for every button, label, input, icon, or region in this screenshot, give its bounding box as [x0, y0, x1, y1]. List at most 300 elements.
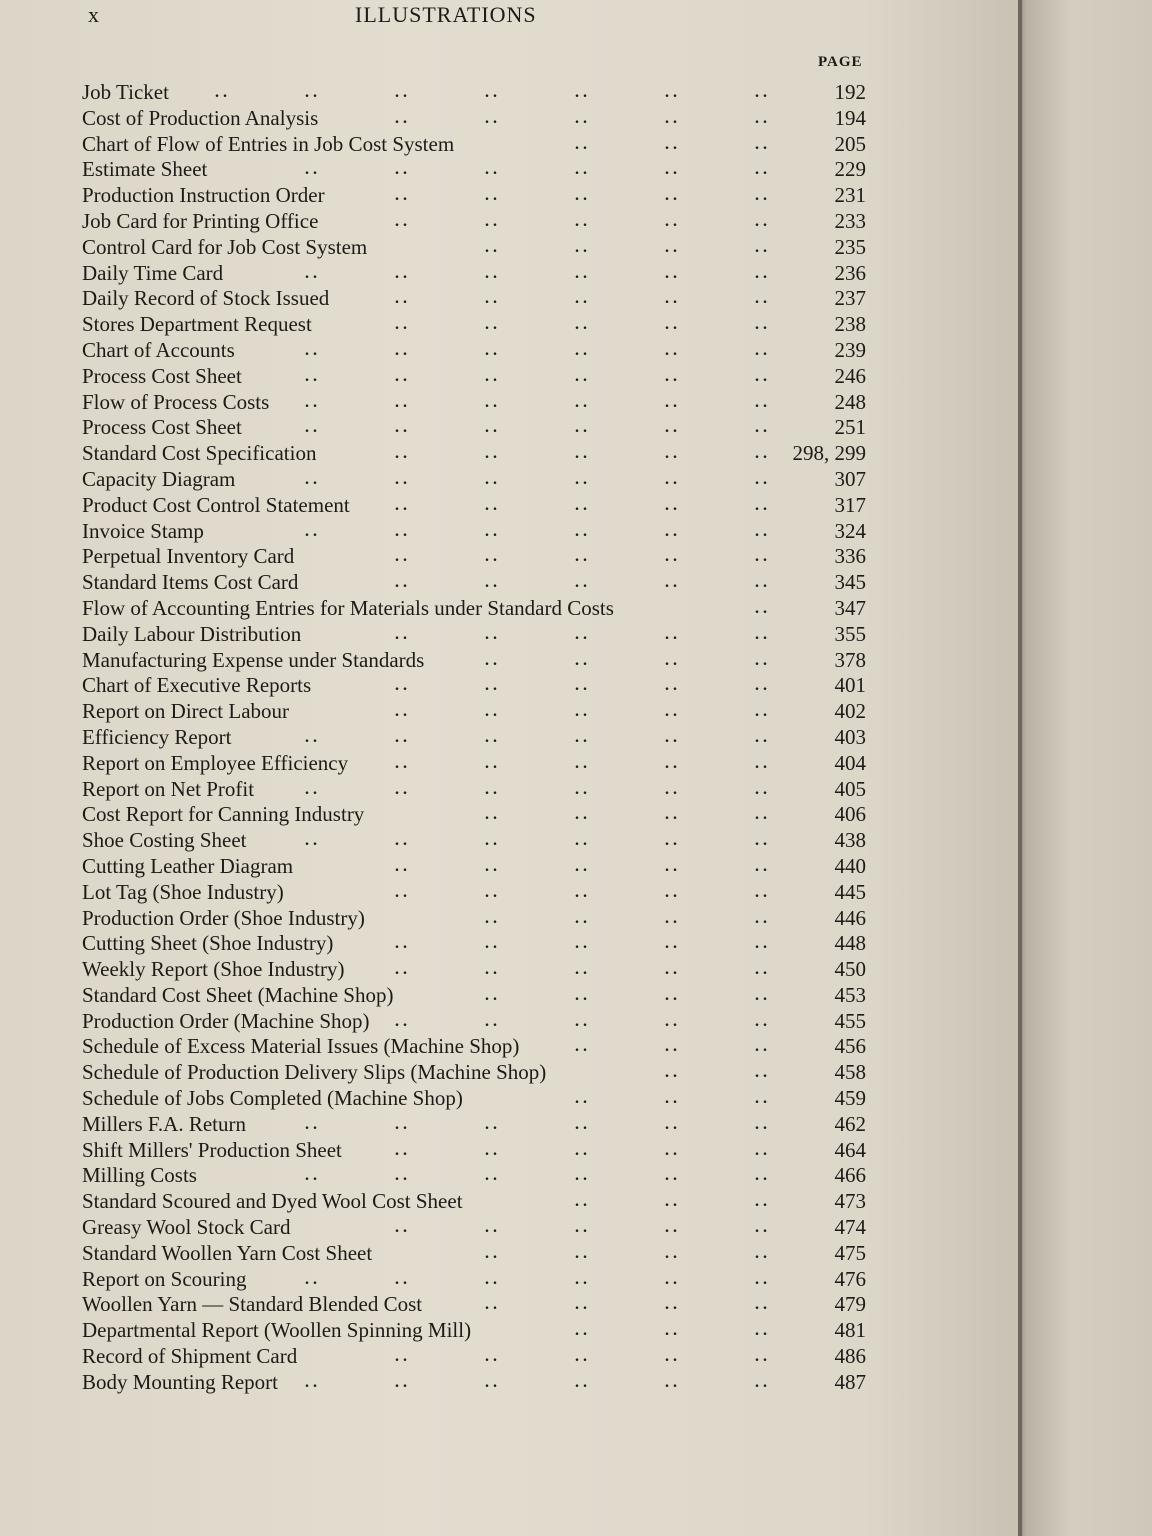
leader-dots: . . — [485, 935, 497, 953]
leader-dots: . . — [755, 264, 767, 282]
list-item — [0, 1344, 1018, 1370]
entry-page-number: 448 — [834, 931, 866, 956]
entry-page-number: 455 — [834, 1008, 866, 1033]
entry-title: Production Order (Machine Shop) — [82, 1008, 370, 1033]
leader-dots: . . — [665, 857, 677, 875]
entry-title: Weekly Report (Shoe Industry) — [82, 957, 345, 982]
leader-dots: . . — [665, 161, 677, 179]
list-item — [0, 286, 1018, 312]
leader-dots: . . — [305, 470, 317, 488]
leader-dots: . . — [575, 651, 587, 669]
entry-title: Production Order (Shoe Industry) — [82, 905, 365, 930]
leader-dots: . . — [665, 496, 677, 514]
leader-dots: . . — [755, 883, 767, 901]
list-item — [0, 725, 1018, 751]
leader-dots: . . — [755, 109, 767, 127]
list-item — [0, 132, 1018, 158]
leader-dots: . . — [575, 1244, 587, 1262]
entry-title: Estimate Sheet — [82, 157, 208, 182]
entry-page-number: 236 — [834, 260, 866, 285]
entry-page-number: 237 — [834, 286, 866, 311]
entry-page-number: 402 — [834, 699, 866, 724]
list-item — [0, 828, 1018, 854]
leader-dots: . . — [665, 522, 677, 540]
leader-dots: . . — [485, 109, 497, 127]
leader-dots: . . — [665, 367, 677, 385]
leader-dots: . . — [305, 728, 317, 746]
leader-dots: . . — [755, 1090, 767, 1108]
entry-title: Report on Net Profit — [82, 776, 255, 801]
leader-dots: . . — [755, 780, 767, 798]
leader-dots: . . — [485, 1373, 497, 1391]
leader-dots: . . — [395, 625, 407, 643]
entry-page-number: 475 — [834, 1240, 866, 1265]
leader-dots: . . — [485, 264, 497, 282]
leader-dots: . . — [755, 1038, 767, 1056]
entry-title: Capacity Diagram — [82, 466, 236, 491]
leader-dots: . . — [395, 212, 407, 230]
leader-dots: . . — [395, 1348, 407, 1366]
leader-dots: . . — [575, 393, 587, 411]
entry-page-number: 479 — [834, 1292, 866, 1317]
entry-page-number: 194 — [834, 105, 866, 130]
entry-title: Body Mounting Report — [82, 1369, 279, 1394]
leader-dots: . . — [755, 341, 767, 359]
leader-dots: . . — [575, 1348, 587, 1366]
entry-page-number: 307 — [834, 466, 866, 491]
entry-page-number: 473 — [834, 1189, 866, 1214]
leader-dots: . . — [395, 574, 407, 592]
leader-dots: . . — [485, 986, 497, 1004]
leader-dots: . . — [485, 341, 497, 359]
leader-dots: . . — [575, 316, 587, 334]
leader-dots: . . — [665, 1167, 677, 1185]
entry-title: Chart of Flow of Entries in Job Cost System — [82, 131, 455, 156]
entry-page-number: 453 — [834, 982, 866, 1007]
leader-dots: . . — [305, 780, 317, 798]
leader-dots: . . — [395, 393, 407, 411]
list-item — [0, 777, 1018, 803]
entry-title: Invoice Stamp — [82, 518, 204, 543]
leader-dots: . . — [575, 574, 587, 592]
leader-dots: . . — [575, 780, 587, 798]
entry-title: Control Card for Job Cost System — [82, 234, 368, 259]
leader-dots: . . — [485, 703, 497, 721]
leader-dots: . . — [755, 1193, 767, 1211]
leader-dots: . . — [755, 135, 767, 153]
leader-dots: . . — [485, 161, 497, 179]
list-item — [0, 493, 1018, 519]
leader-dots: . . — [755, 909, 767, 927]
entry-title: Cutting Leather Diagram — [82, 853, 294, 878]
entry-title: Flow of Accounting Entries for Materials under Standard Costs — [82, 595, 614, 620]
entry-page-number: 355 — [834, 621, 866, 646]
list-item — [0, 699, 1018, 725]
list-item — [0, 751, 1018, 777]
list-item — [0, 1241, 1018, 1267]
leader-dots: . . — [755, 961, 767, 979]
leader-dots: . . — [665, 574, 677, 592]
leader-dots: . . — [755, 1167, 767, 1185]
leader-dots: . . — [575, 909, 587, 927]
leader-dots: . . — [665, 651, 677, 669]
leader-dots: . . — [665, 1296, 677, 1314]
leader-dots: . . — [665, 1270, 677, 1288]
entry-title: Flow of Process Costs — [82, 389, 270, 414]
leader-dots: . . — [395, 1012, 407, 1030]
entry-title: Daily Record of Stock Issued — [82, 286, 330, 311]
list-item — [0, 519, 1018, 545]
leader-dots: . . — [485, 316, 497, 334]
leader-dots: . . — [755, 935, 767, 953]
leader-dots: . . — [755, 496, 767, 514]
leader-dots: . . — [665, 341, 677, 359]
leader-dots: . . — [665, 703, 677, 721]
list-item — [0, 1189, 1018, 1215]
leader-dots: . . — [395, 187, 407, 205]
leader-dots: . . — [575, 341, 587, 359]
leader-dots: . . — [755, 393, 767, 411]
entry-title: Report on Direct Labour — [82, 699, 290, 724]
leader-dots: . . — [575, 264, 587, 282]
leader-dots: . . — [755, 625, 767, 643]
leader-dots: . . — [485, 857, 497, 875]
entry-title: Cost of Production Analysis — [82, 105, 319, 130]
leader-dots: . . — [575, 419, 587, 437]
entry-title: Standard Items Cost Card — [82, 570, 299, 595]
entry-title: Report on Scouring — [82, 1266, 247, 1291]
leader-dots: . . — [485, 625, 497, 643]
leader-dots: . . — [575, 935, 587, 953]
leader-dots: . . — [485, 1244, 497, 1262]
leader-dots: . . — [485, 1115, 497, 1133]
page-title: ILLUSTRATIONS — [355, 2, 537, 27]
leader-dots: . . — [575, 135, 587, 153]
leader-dots: . . — [485, 832, 497, 850]
entry-title: Standard Woollen Yarn Cost Sheet — [82, 1240, 373, 1265]
leader-dots: . . — [755, 290, 767, 308]
leader-dots: . . — [395, 161, 407, 179]
list-item — [0, 1267, 1018, 1293]
leader-dots: . . — [755, 316, 767, 334]
entry-title: Millers F.A. Return — [82, 1111, 246, 1136]
leader-dots: . . — [575, 728, 587, 746]
list-item — [0, 596, 1018, 622]
leader-dots: . . — [575, 986, 587, 1004]
leader-dots: . . — [575, 1038, 587, 1056]
leader-dots: . . — [395, 1270, 407, 1288]
entry-page-number: 481 — [834, 1318, 866, 1343]
leader-dots: . . — [575, 625, 587, 643]
entry-title: Production Instruction Order — [82, 183, 325, 208]
entry-title: Report on Employee Efficiency — [82, 750, 349, 775]
leader-dots: . . — [665, 909, 677, 927]
leader-dots: . . — [665, 187, 677, 205]
list-item — [0, 80, 1018, 106]
leader-dots: . . — [485, 677, 497, 695]
entry-page-number: 466 — [834, 1163, 866, 1188]
leader-dots: . . — [395, 341, 407, 359]
leader-dots: . . — [575, 857, 587, 875]
leader-dots: . . — [575, 161, 587, 179]
entry-title: Schedule of Excess Material Issues (Machine Shop) — [82, 1034, 520, 1059]
leader-dots: . . — [665, 1038, 677, 1056]
leader-dots: . . — [305, 367, 317, 385]
leader-dots: . . — [665, 625, 677, 643]
leader-dots: . . — [665, 1064, 677, 1082]
leader-dots: . . — [575, 754, 587, 772]
list-item — [0, 931, 1018, 957]
list-item — [0, 544, 1018, 570]
entry-page-number: 474 — [834, 1215, 866, 1240]
entry-title: Stores Department Request — [82, 312, 312, 337]
leader-dots: . . — [485, 1012, 497, 1030]
leader-dots: . . — [665, 238, 677, 256]
leader-dots: . . — [575, 703, 587, 721]
entry-title: Chart of Accounts — [82, 337, 235, 362]
leader-dots: . . — [575, 1141, 587, 1159]
list-item — [0, 622, 1018, 648]
leader-dots: . . — [575, 1090, 587, 1108]
leader-dots: . . — [395, 470, 407, 488]
leader-dots: . . — [305, 832, 317, 850]
list-item — [0, 570, 1018, 596]
entry-title: Record of Shipment Card — [82, 1344, 298, 1369]
leader-dots: . . — [755, 1064, 767, 1082]
list-item — [0, 157, 1018, 183]
leader-dots: . . — [395, 677, 407, 695]
leader-dots: . . — [485, 1348, 497, 1366]
leader-dots: . . — [485, 651, 497, 669]
entry-page-number: 462 — [834, 1111, 866, 1136]
leader-dots: . . — [395, 316, 407, 334]
entry-page-number: 450 — [834, 957, 866, 982]
leader-dots: . . — [575, 212, 587, 230]
leader-dots: . . — [485, 1219, 497, 1237]
entry-page-number: 251 — [834, 415, 866, 440]
entry-title: Chart of Executive Reports — [82, 673, 312, 698]
entry-title: Manufacturing Expense under Standards — [82, 647, 425, 672]
entry-page-number: 445 — [834, 879, 866, 904]
entry-page-number: 464 — [834, 1137, 866, 1162]
leader-dots: . . — [665, 1115, 677, 1133]
leader-dots: . . — [575, 290, 587, 308]
list-item — [0, 390, 1018, 416]
leader-dots: . . — [485, 212, 497, 230]
leader-dots: . . — [575, 1373, 587, 1391]
leader-dots: . . — [755, 238, 767, 256]
leader-dots: . . — [665, 419, 677, 437]
leader-dots: . . — [575, 1167, 587, 1185]
leader-dots: . . — [485, 780, 497, 798]
leader-dots: . . — [395, 832, 407, 850]
leader-dots: . . — [485, 367, 497, 385]
leader-dots: . . — [755, 1348, 767, 1366]
entry-page-number: 378 — [834, 647, 866, 672]
entry-page-number: 239 — [834, 337, 866, 362]
leader-dots: . . — [395, 109, 407, 127]
entry-title: Daily Labour Distribution — [82, 621, 302, 646]
leader-dots: . . — [665, 1193, 677, 1211]
list-item — [0, 1292, 1018, 1318]
leader-dots: . . — [575, 522, 587, 540]
leader-dots: . . — [665, 212, 677, 230]
list-item — [0, 983, 1018, 1009]
leader-dots: . . — [755, 419, 767, 437]
list-item — [0, 1318, 1018, 1344]
entry-page-number: 404 — [834, 750, 866, 775]
entry-title: Standard Scoured and Dyed Wool Cost Sheet — [82, 1189, 463, 1214]
entry-page-number: 231 — [834, 183, 866, 208]
leader-dots: . . — [395, 780, 407, 798]
entry-page-number: 235 — [834, 234, 866, 259]
leader-dots: . . — [755, 1373, 767, 1391]
leader-dots: . . — [395, 522, 407, 540]
leader-dots: . . — [305, 419, 317, 437]
leader-dots: . . — [575, 1193, 587, 1211]
leader-dots: . . — [755, 161, 767, 179]
leader-dots: . . — [755, 522, 767, 540]
leader-dots: . . — [755, 187, 767, 205]
list-item — [0, 106, 1018, 132]
leader-dots: . . — [665, 316, 677, 334]
list-item — [0, 1060, 1018, 1086]
list-item — [0, 467, 1018, 493]
entry-page-number: 336 — [834, 544, 866, 569]
leader-dots: . . — [485, 496, 497, 514]
leader-dots: . . — [395, 496, 407, 514]
leader-dots: . . — [485, 574, 497, 592]
entry-title: Standard Cost Specification — [82, 441, 317, 466]
leader-dots: . . — [485, 187, 497, 205]
list-item — [0, 673, 1018, 699]
leader-dots: . . — [755, 599, 767, 617]
list-item — [0, 1138, 1018, 1164]
leader-dots: . . — [665, 84, 677, 101]
list-item — [0, 1370, 1018, 1396]
leader-dots: . . — [755, 1219, 767, 1237]
leader-dots: . . — [755, 806, 767, 824]
leader-dots: . . — [305, 341, 317, 359]
list-item — [0, 1215, 1018, 1241]
entry-page-number: 403 — [834, 724, 866, 749]
entry-title: Milling Costs — [82, 1163, 197, 1188]
leader-dots: . . — [575, 1270, 587, 1288]
leader-dots: . . — [665, 883, 677, 901]
leader-dots: . . — [665, 1322, 677, 1340]
leader-dots: . . — [575, 367, 587, 385]
entry-title: Perpetual Inventory Card — [82, 544, 295, 569]
leader-dots: . . — [485, 909, 497, 927]
list-item — [0, 1034, 1018, 1060]
leader-dots: . . — [485, 1167, 497, 1185]
leader-dots: . . — [485, 84, 497, 101]
list-item — [0, 1009, 1018, 1035]
page-numeral: x — [88, 2, 100, 27]
leader-dots: . . — [755, 986, 767, 1004]
leader-dots: . . — [485, 883, 497, 901]
leader-dots: . . — [755, 703, 767, 721]
leader-dots: . . — [305, 393, 317, 411]
leader-dots: . . — [665, 754, 677, 772]
leader-dots: . . — [575, 883, 587, 901]
leader-dots: . . — [215, 84, 227, 101]
leader-dots: . . — [665, 1141, 677, 1159]
leader-dots: . . — [485, 806, 497, 824]
list-item — [0, 209, 1018, 235]
list-item — [0, 957, 1018, 983]
leader-dots: . . — [575, 1322, 587, 1340]
leader-dots: . . — [395, 1141, 407, 1159]
leader-dots: . . — [755, 1141, 767, 1159]
leader-dots: . . — [395, 548, 407, 566]
leader-dots: . . — [395, 1219, 407, 1237]
leader-dots: . . — [665, 470, 677, 488]
entry-title: Cutting Sheet (Shoe Industry) — [82, 931, 334, 956]
leader-dots: . . — [665, 780, 677, 798]
leader-dots: . . — [575, 1115, 587, 1133]
list-item — [0, 338, 1018, 364]
entry-page-number: 324 — [834, 518, 866, 543]
leader-dots: . . — [665, 1373, 677, 1391]
leader-dots: . . — [755, 212, 767, 230]
entry-title: Standard Cost Sheet (Machine Shop) — [82, 982, 394, 1007]
list-item — [0, 854, 1018, 880]
entry-page-number: 446 — [834, 905, 866, 930]
leader-dots: . . — [665, 548, 677, 566]
leader-dots: . . — [395, 84, 407, 101]
leader-dots: . . — [485, 290, 497, 308]
leader-dots: . . — [665, 1012, 677, 1030]
leader-dots: . . — [665, 1244, 677, 1262]
leader-dots: . . — [665, 1219, 677, 1237]
leader-dots: . . — [665, 986, 677, 1004]
list-item — [0, 364, 1018, 390]
leader-dots: . . — [755, 367, 767, 385]
leader-dots: . . — [485, 728, 497, 746]
entry-page-number: 345 — [834, 570, 866, 595]
leader-dots: . . — [755, 574, 767, 592]
leader-dots: . . — [485, 470, 497, 488]
leader-dots: . . — [755, 1270, 767, 1288]
leader-dots: . . — [755, 548, 767, 566]
leader-dots: . . — [395, 1167, 407, 1185]
illustrations-list — [0, 80, 1018, 1460]
entry-page-number: 406 — [834, 802, 866, 827]
leader-dots: . . — [665, 961, 677, 979]
entry-title: Shoe Costing Sheet — [82, 828, 247, 853]
leader-dots: . . — [755, 754, 767, 772]
entry-page-number: 459 — [834, 1086, 866, 1111]
leader-dots: . . — [665, 806, 677, 824]
leader-dots: . . — [575, 109, 587, 127]
entry-page-number: 456 — [834, 1034, 866, 1059]
leader-dots: . . — [305, 1167, 317, 1185]
entry-page-number: 347 — [834, 595, 866, 620]
leader-dots: . . — [395, 367, 407, 385]
list-item — [0, 880, 1018, 906]
leader-dots: . . — [395, 264, 407, 282]
leader-dots: . . — [395, 1373, 407, 1391]
gutter-shadow — [1018, 0, 1022, 1536]
leader-dots: . . — [575, 548, 587, 566]
list-item — [0, 906, 1018, 932]
leader-dots: . . — [665, 135, 677, 153]
leader-dots: . . — [575, 1219, 587, 1237]
entry-page-number: 298, 299 — [792, 441, 866, 466]
leader-dots: . . — [395, 703, 407, 721]
leader-dots: . . — [485, 238, 497, 256]
